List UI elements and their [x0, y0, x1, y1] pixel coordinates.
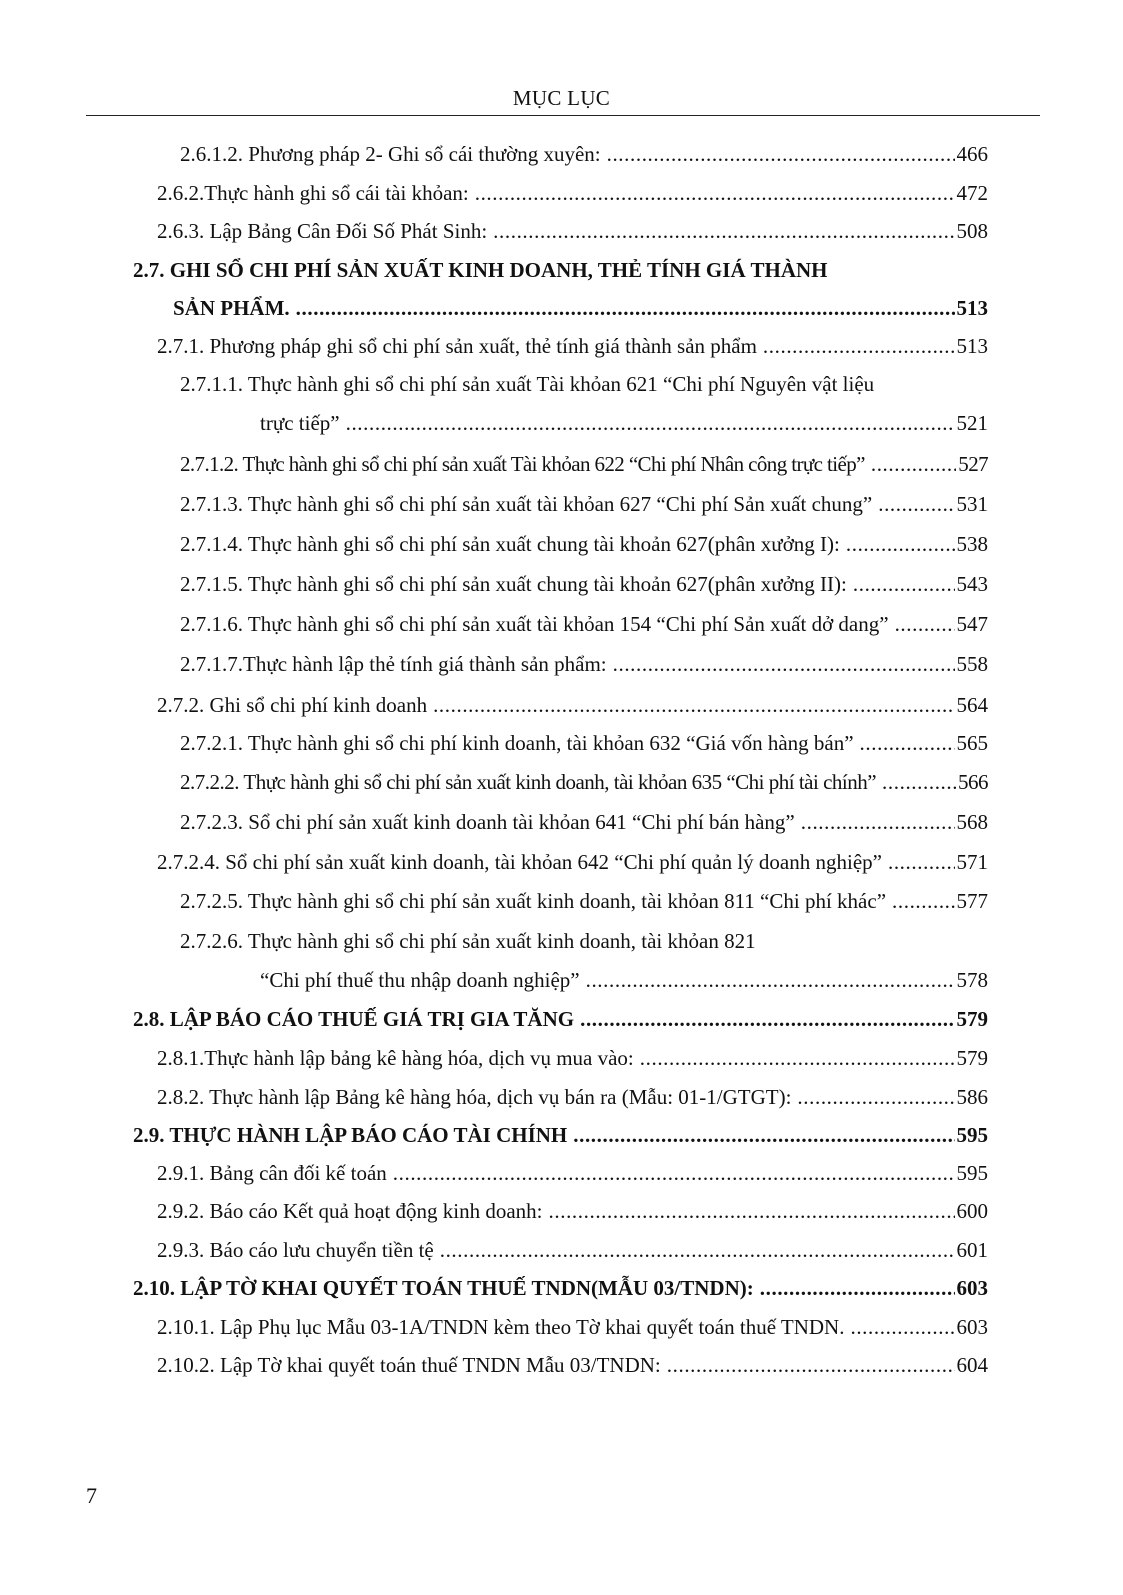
toc-leader — [580, 1005, 954, 1033]
toc-entry-page: 513 — [956, 296, 988, 320]
toc-entry-title: 2.9.2. Báo cáo Kết quả hoạt động kinh doanh: — [157, 1199, 543, 1223]
toc-entry-page: 527 — [958, 452, 988, 476]
toc-entry-title: 2.7.2.1. Thực hành ghi sổ chi phí kinh doanh, tài khỏan 632 “Giá vốn hàng bán” — [180, 731, 854, 755]
toc-entry[interactable] — [133, 1274, 988, 1302]
toc-entry[interactable] — [157, 848, 988, 876]
toc-entry-page: 579 — [956, 1046, 988, 1070]
toc-entry-page: 566 — [958, 770, 988, 794]
toc-entry-title: 2.8.1.Thực hành lập bảng kê hàng hóa, dịch vụ mua vào: — [157, 1046, 634, 1070]
toc-entry[interactable] — [157, 1313, 988, 1341]
toc-leader — [613, 650, 955, 678]
toc-entry[interactable] — [157, 217, 988, 245]
toc-leader — [667, 1351, 955, 1379]
toc-leader — [475, 179, 955, 207]
toc-entry-title: 2.7.2.4. Sổ chi phí sản xuất kinh doanh, tài khỏan 642 “Chi phí quản lý doanh nghiệp” — [157, 850, 882, 874]
toc-entry-title: 2.7.1.2. Thực hành ghi sổ chi phí sản xuất Tài khỏan 622 “Chi phí Nhân công trực tiếp” — [180, 452, 865, 476]
toc-entry-page: 521 — [956, 411, 988, 435]
toc-leader — [850, 1313, 954, 1341]
toc-entry-page: 466 — [956, 142, 988, 166]
toc-entry[interactable] — [180, 887, 988, 915]
toc-leader — [549, 1197, 955, 1225]
toc-entry-title: 2.7.1.5. Thực hành ghi sổ chi phí sản xuất chung tài khoản 627(phân xưởng II): — [180, 572, 847, 596]
toc-entry-page: 586 — [956, 1085, 988, 1109]
toc-entry[interactable] — [133, 1121, 988, 1149]
toc-entry-page: 558 — [956, 652, 988, 676]
toc-entry-title: 2.7.1.3. Thực hành ghi sổ chi phí sản xuất tài khỏan 627 “Chi phí Sản xuất chung” — [180, 492, 873, 516]
toc-leader — [846, 530, 955, 558]
toc-leader — [882, 768, 956, 796]
toc-entry[interactable] — [157, 1236, 988, 1264]
toc-entry-title: 2.7.1.6. Thực hành ghi sổ chi phí sản xuất tài khỏan 154 “Chi phí Sản xuất dở dang” — [180, 612, 889, 636]
toc-entry-title: 2.10. LẬP TỜ KHAI QUYẾT TOÁN THUẾ TNDN(MẪU 03/TNDN): — [133, 1276, 754, 1300]
toc-leader — [573, 1121, 954, 1149]
toc-entry[interactable] — [157, 332, 988, 360]
toc-entry[interactable] — [157, 1083, 988, 1111]
toc-leader — [607, 140, 955, 168]
toc-entry-page: 472 — [956, 181, 988, 205]
toc-entry-title: 2.7.1. Phương pháp ghi sổ chi phí sản xuất, thẻ tính giá thành sản phẩm — [157, 334, 757, 358]
toc-entry-title: 2.9.3. Báo cáo lưu chuyển tiền tệ — [157, 1238, 434, 1262]
toc-leader — [888, 848, 955, 876]
toc-entry[interactable] — [157, 1044, 988, 1072]
toc-entry[interactable] — [157, 691, 988, 719]
toc-entry-page: 565 — [956, 731, 988, 755]
toc-entry-title: 2.7.2.3. Sổ chi phí sản xuất kinh doanh tài khỏan 641 “Chi phí bán hàng” — [180, 810, 795, 834]
toc-leader — [895, 610, 955, 638]
toc-leader — [493, 217, 954, 245]
toc-leader — [760, 1274, 955, 1302]
toc-entry[interactable] — [133, 1005, 988, 1033]
toc-entry-page: 578 — [956, 968, 988, 992]
toc-entry-page: 595 — [956, 1161, 988, 1185]
toc-entry[interactable] — [157, 179, 988, 207]
toc-entry[interactable] — [180, 768, 988, 796]
toc-entry-page: 547 — [956, 612, 988, 636]
toc-entry[interactable] — [180, 450, 988, 478]
toc-entry-title: 2.9. THỰC HÀNH LẬP BÁO CÁO TÀI CHÍNH — [133, 1123, 568, 1147]
toc-entry-page: 600 — [956, 1199, 988, 1223]
toc-entry-page: 604 — [956, 1353, 988, 1377]
toc-leader — [892, 887, 954, 915]
toc-entry[interactable] — [173, 294, 988, 322]
toc-leader — [801, 808, 955, 836]
toc-entry[interactable] — [180, 570, 988, 598]
toc-leader — [296, 294, 955, 322]
toc-leader — [871, 450, 956, 478]
page-number: 7 — [86, 1483, 97, 1508]
toc-entry-title: “Chi phí thuế thu nhập doanh nghiệp” — [260, 968, 580, 992]
toc-entry-page: 508 — [956, 219, 988, 243]
toc-leader — [640, 1044, 955, 1072]
toc-entry-title: 2.7.2.2. Thực hành ghi sổ chi phí sản xuất kinh doanh, tài khỏan 635 “Chi phí tài chính” — [180, 770, 877, 794]
toc-entry-title: 2.10.2. Lập Tờ khai quyết toán thuế TNDN Mẫu 03/TNDN: — [157, 1353, 661, 1377]
toc-leader — [853, 570, 955, 598]
toc-entry-page: 513 — [956, 334, 988, 358]
toc-entry-page: 579 — [956, 1007, 988, 1031]
toc-entry-title: SẢN PHẨM. — [173, 296, 290, 320]
toc-entry-title[interactable]: 2.7.1.1. Thực hành ghi sổ chi phí sản xuất Tài khỏan 621 “Chi phí Nguyên vật liệu — [180, 372, 875, 396]
toc-entry-title: 2.7.2.5. Thực hành ghi sổ chi phí sản xuất kinh doanh, tài khỏan 811 “Chi phí khác” — [180, 889, 887, 913]
toc-section-heading[interactable]: 2.7. GHI SỔ CHI PHÍ SẢN XUẤT KINH DOANH, THẺ TÍNH GIÁ THÀNH — [133, 258, 828, 282]
toc-leader — [763, 332, 955, 360]
toc-entry-page: 568 — [956, 810, 988, 834]
toc-entry[interactable] — [180, 610, 988, 638]
toc-entry-page: 595 — [956, 1123, 988, 1147]
toc-entry-page: 571 — [956, 850, 988, 874]
toc-entry-page: 531 — [956, 492, 988, 516]
toc-leader — [346, 409, 955, 437]
toc-entry-page: 603 — [956, 1315, 988, 1339]
toc-entry-title: trực tiếp” — [260, 411, 340, 435]
toc-entry-title: 2.10.1. Lập Phụ lục Mẫu 03-1A/TNDN kèm theo Tờ khai quyết toán thuế TNDN. — [157, 1315, 845, 1339]
toc-entry-title[interactable]: 2.7.2.6. Thực hành ghi sổ chi phí sản xuất kinh doanh, tài khỏan 821 — [180, 929, 756, 953]
toc-entry-page: 577 — [956, 889, 988, 913]
toc-leader — [797, 1083, 954, 1111]
toc-entry-title: 2.6.3. Lập Bảng Cân Đối Số Phát Sinh: — [157, 219, 488, 243]
toc-entry[interactable] — [157, 1197, 988, 1225]
toc-leader — [433, 691, 954, 719]
toc-entry[interactable] — [260, 966, 988, 994]
toc-entry[interactable] — [180, 808, 988, 836]
page-header-title: MỤC LỤC — [512, 86, 611, 110]
toc-entry-page: 538 — [956, 532, 988, 556]
toc-entry[interactable] — [180, 729, 988, 757]
toc-leader — [393, 1159, 955, 1187]
toc-entry-page: 603 — [956, 1276, 988, 1300]
toc-entry[interactable] — [157, 1159, 988, 1187]
toc-entry[interactable] — [180, 530, 988, 558]
toc-entry-title: 2.7.1.4. Thực hành ghi sổ chi phí sản xuất chung tài khoản 627(phân xưởng I): — [180, 532, 840, 556]
toc-entry-title: 2.8.2. Thực hành lập Bảng kê hàng hóa, dịch vụ bán ra (Mẫu: 01-1/GTGT): — [157, 1085, 792, 1109]
toc-entry-title: 2.6.2.Thực hành ghi sổ cái tài khỏan: — [157, 181, 469, 205]
toc-entry[interactable] — [180, 650, 988, 678]
toc-entry-title: 2.7.2. Ghi sổ chi phí kinh doanh — [157, 693, 428, 717]
toc-entry[interactable] — [260, 409, 988, 437]
toc-entry-title: 2.6.1.2. Phương pháp 2- Ghi sổ cái thường xuyên: — [180, 142, 601, 166]
toc-entry-page: 543 — [956, 572, 988, 596]
toc-leader — [586, 966, 955, 994]
toc-entry-title: 2.8. LẬP BÁO CÁO THUẾ GIÁ TRỊ GIA TĂNG — [133, 1007, 575, 1031]
toc-leader — [878, 490, 954, 518]
toc-entry[interactable] — [180, 140, 988, 168]
toc-entry[interactable] — [180, 490, 988, 518]
toc-entry-page: 564 — [956, 693, 988, 717]
toc-leader — [440, 1236, 955, 1264]
toc-leader — [860, 729, 955, 757]
toc-entry[interactable] — [157, 1351, 988, 1379]
toc-entry-title: 2.7.1.7.Thực hành lập thẻ tính giá thành sản phẩm: — [180, 652, 607, 676]
toc-entry-title: 2.9.1. Bảng cân đối kế toán — [157, 1161, 387, 1185]
toc-entry-page: 601 — [956, 1238, 988, 1262]
